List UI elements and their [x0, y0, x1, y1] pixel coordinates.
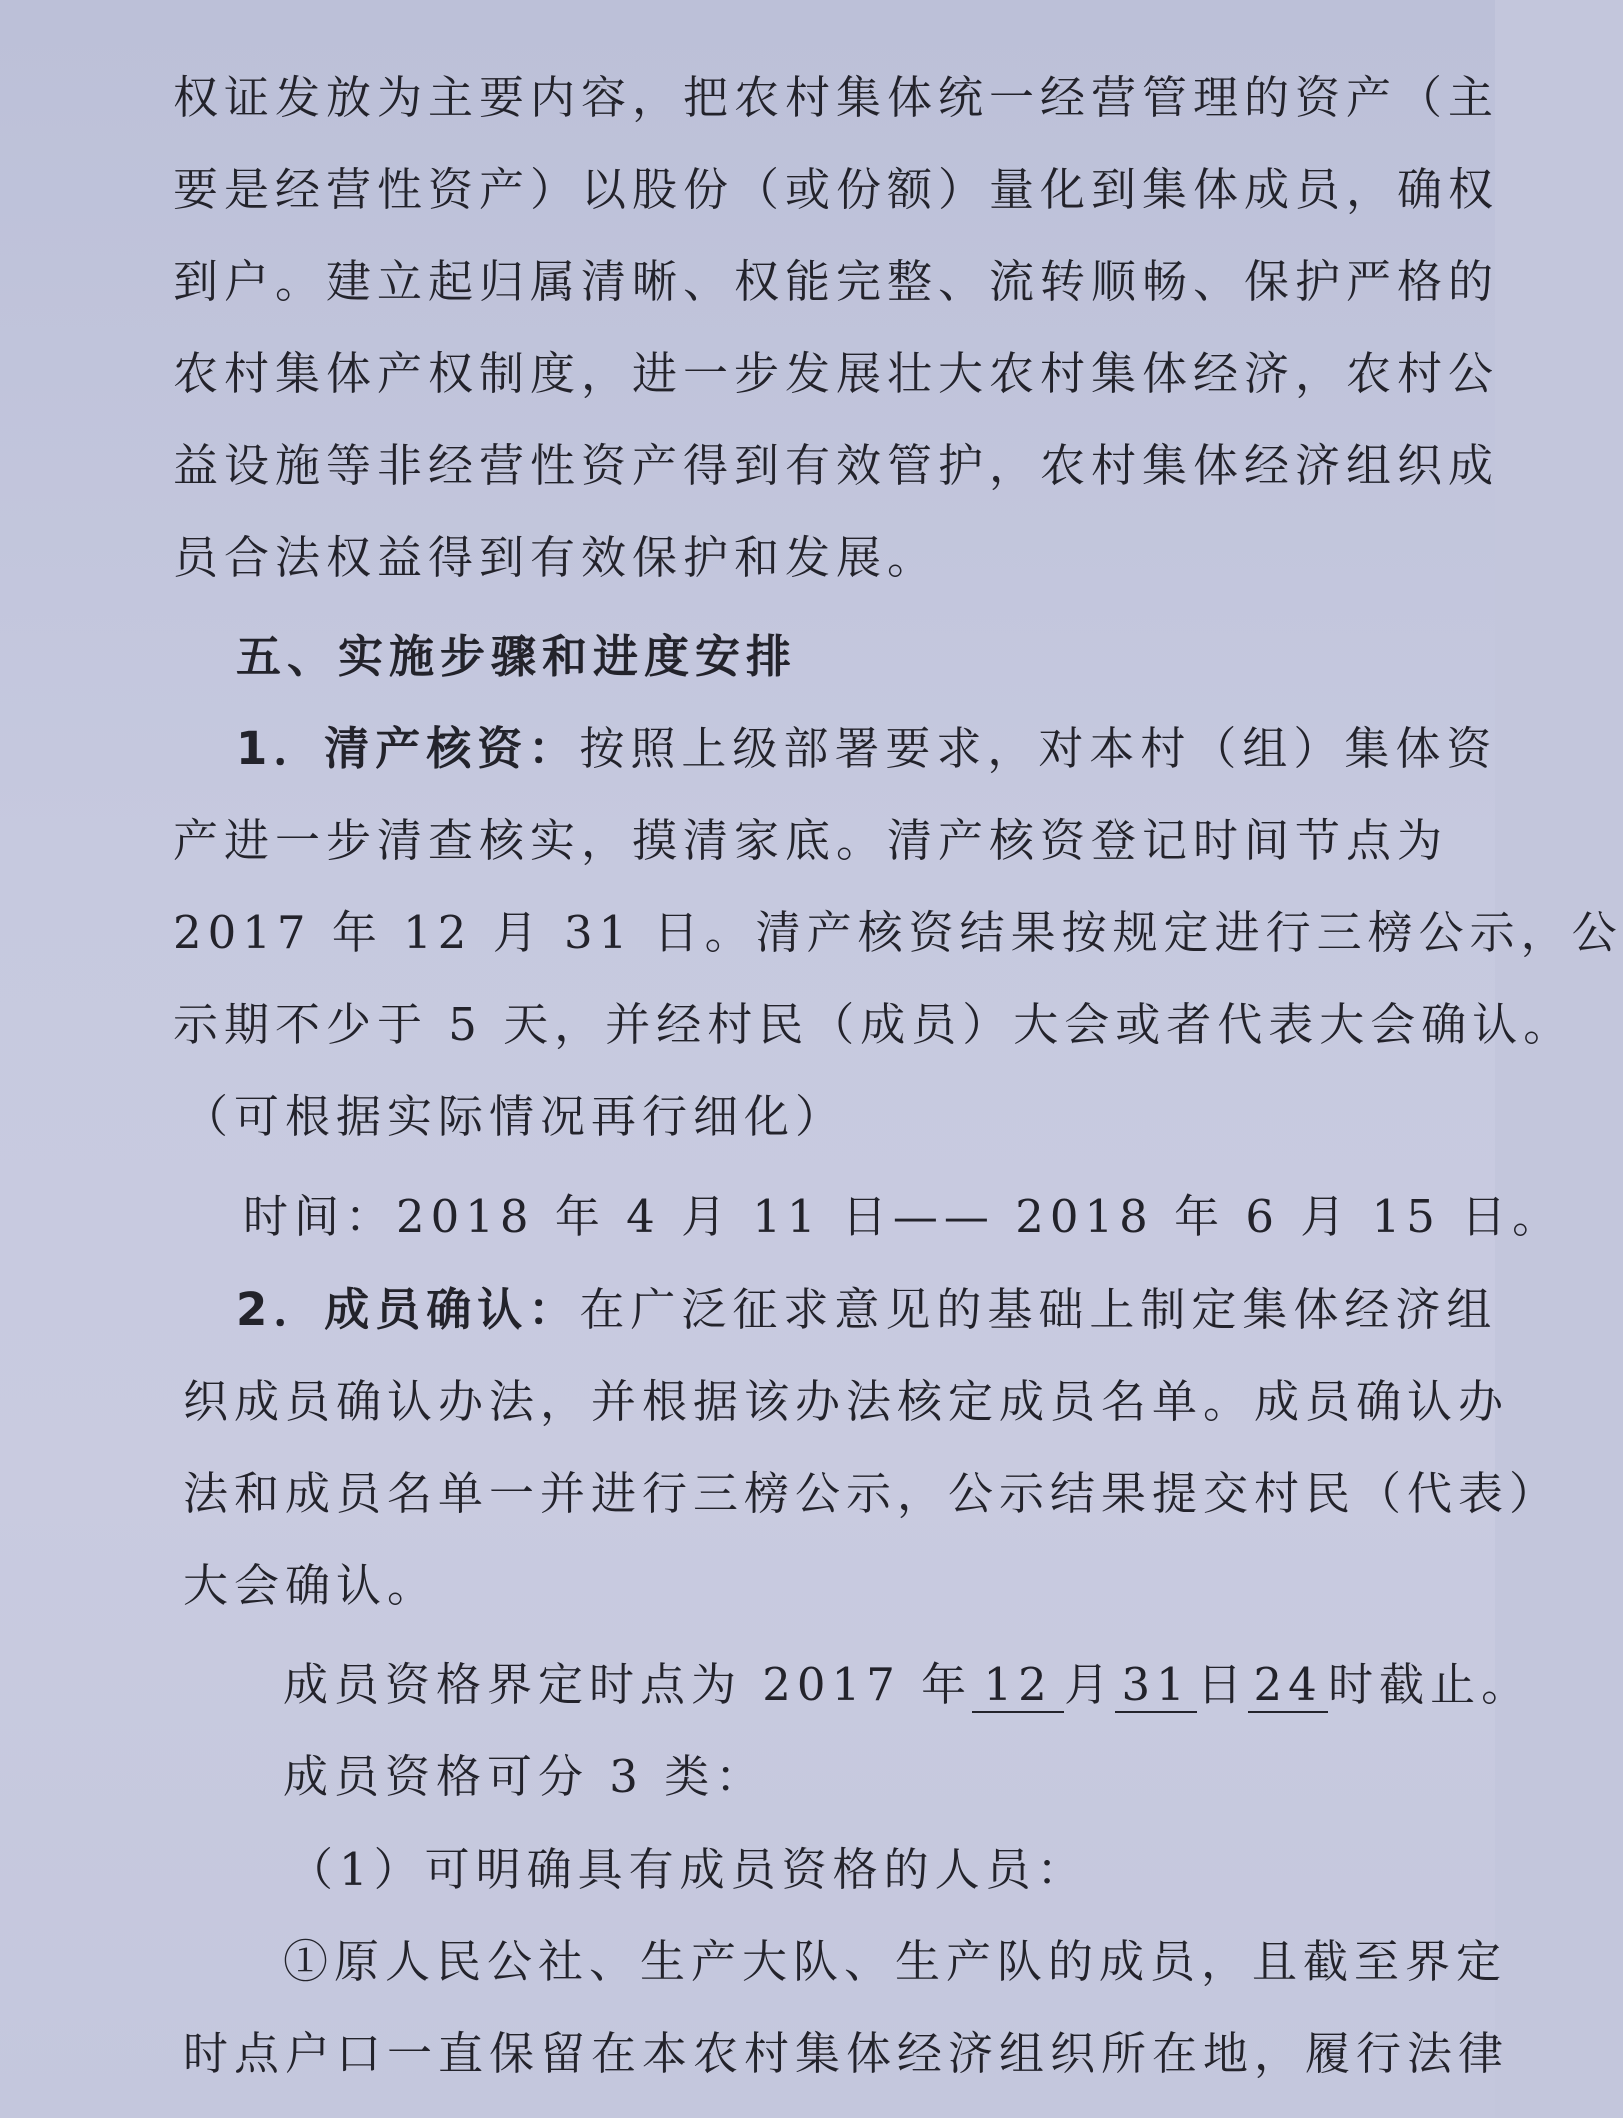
- paragraph-line: 示期不少于 5 天，并经村民（成员）大会或者代表大会确认。: [173, 998, 1575, 1051]
- paragraph-line: 权证发放为主要内容，把农村集体统一经营管理的资产（主: [173, 71, 1500, 124]
- month-unit: 月: [1064, 1658, 1116, 1711]
- paragraph-line: 2017 年 12 月 31 日。清产核资结果按规定进行三榜公示，公: [173, 906, 1623, 959]
- paragraph-line: 法和成员名单一并进行三榜公示，公示结果提交村民（代表）: [183, 1467, 1561, 1520]
- step-label: 2．成员确认：: [236, 1283, 580, 1336]
- paragraph-line: 产进一步清查核实，摸清家底。清产核资登记时间节点为: [173, 814, 1449, 867]
- paragraph-line: 农村集体产权制度，进一步发展壮大农村集体经济，农村公: [173, 347, 1500, 400]
- paragraph-line: ①原人民公社、生产大队、生产队的成员，且截至界定: [283, 1935, 1508, 1988]
- paragraph-line: 时点户口一直保留在本农村集体经济组织所在地，履行法律: [183, 2027, 1510, 2080]
- month-blank: 12: [972, 1659, 1064, 1713]
- day-blank: 31: [1115, 1659, 1197, 1713]
- paragraph-line: （可根据实际情况再行细化）: [183, 1090, 847, 1143]
- paragraph-line: 织成员确认办法，并根据该办法核定成员名单。成员确认办: [183, 1375, 1510, 1428]
- paragraph-line: 要是经营性资产）以股份（或份额）量化到集体成员，确权: [173, 163, 1500, 216]
- step-text: 按照上级部署要求，对本村（组）集体资: [579, 722, 1498, 775]
- paragraph-line: 员合法权益得到有效保护和发展。: [173, 531, 939, 584]
- cutoff-suffix: 时截止。: [1328, 1658, 1533, 1711]
- cutoff-line: [283, 1655, 1532, 1715]
- cutoff-prefix: 成员资格界定时点为 2017 年: [283, 1658, 973, 1711]
- paragraph-line: 到户。建立起归属清晰、权能完整、流转顺畅、保护严格的: [173, 255, 1500, 308]
- step-label: 1．清产核资：: [236, 722, 580, 775]
- step-text: 在广泛征求意见的基础上制定集体经济组: [579, 1283, 1498, 1336]
- paragraph-line: （1）可明确具有成员资格的人员：: [288, 1843, 1088, 1896]
- time-line: 时间：2018 年 4 月 11 日—— 2018 年 6 月 15 日。: [243, 1190, 1564, 1243]
- day-unit: 日: [1197, 1658, 1249, 1711]
- paragraph-line: [236, 1280, 1497, 1340]
- section-heading: 五、实施步骤和进度安排: [236, 630, 798, 683]
- hour-blank: 24: [1248, 1659, 1328, 1713]
- paragraph-line: 大会确认。: [183, 1559, 439, 1612]
- paragraph-line: 成员资格可分 3 类：: [283, 1750, 767, 1803]
- paragraph-line: 益设施等非经营性资产得到有效管护，农村集体经济组织成: [173, 439, 1500, 492]
- paragraph-line: [236, 719, 1497, 779]
